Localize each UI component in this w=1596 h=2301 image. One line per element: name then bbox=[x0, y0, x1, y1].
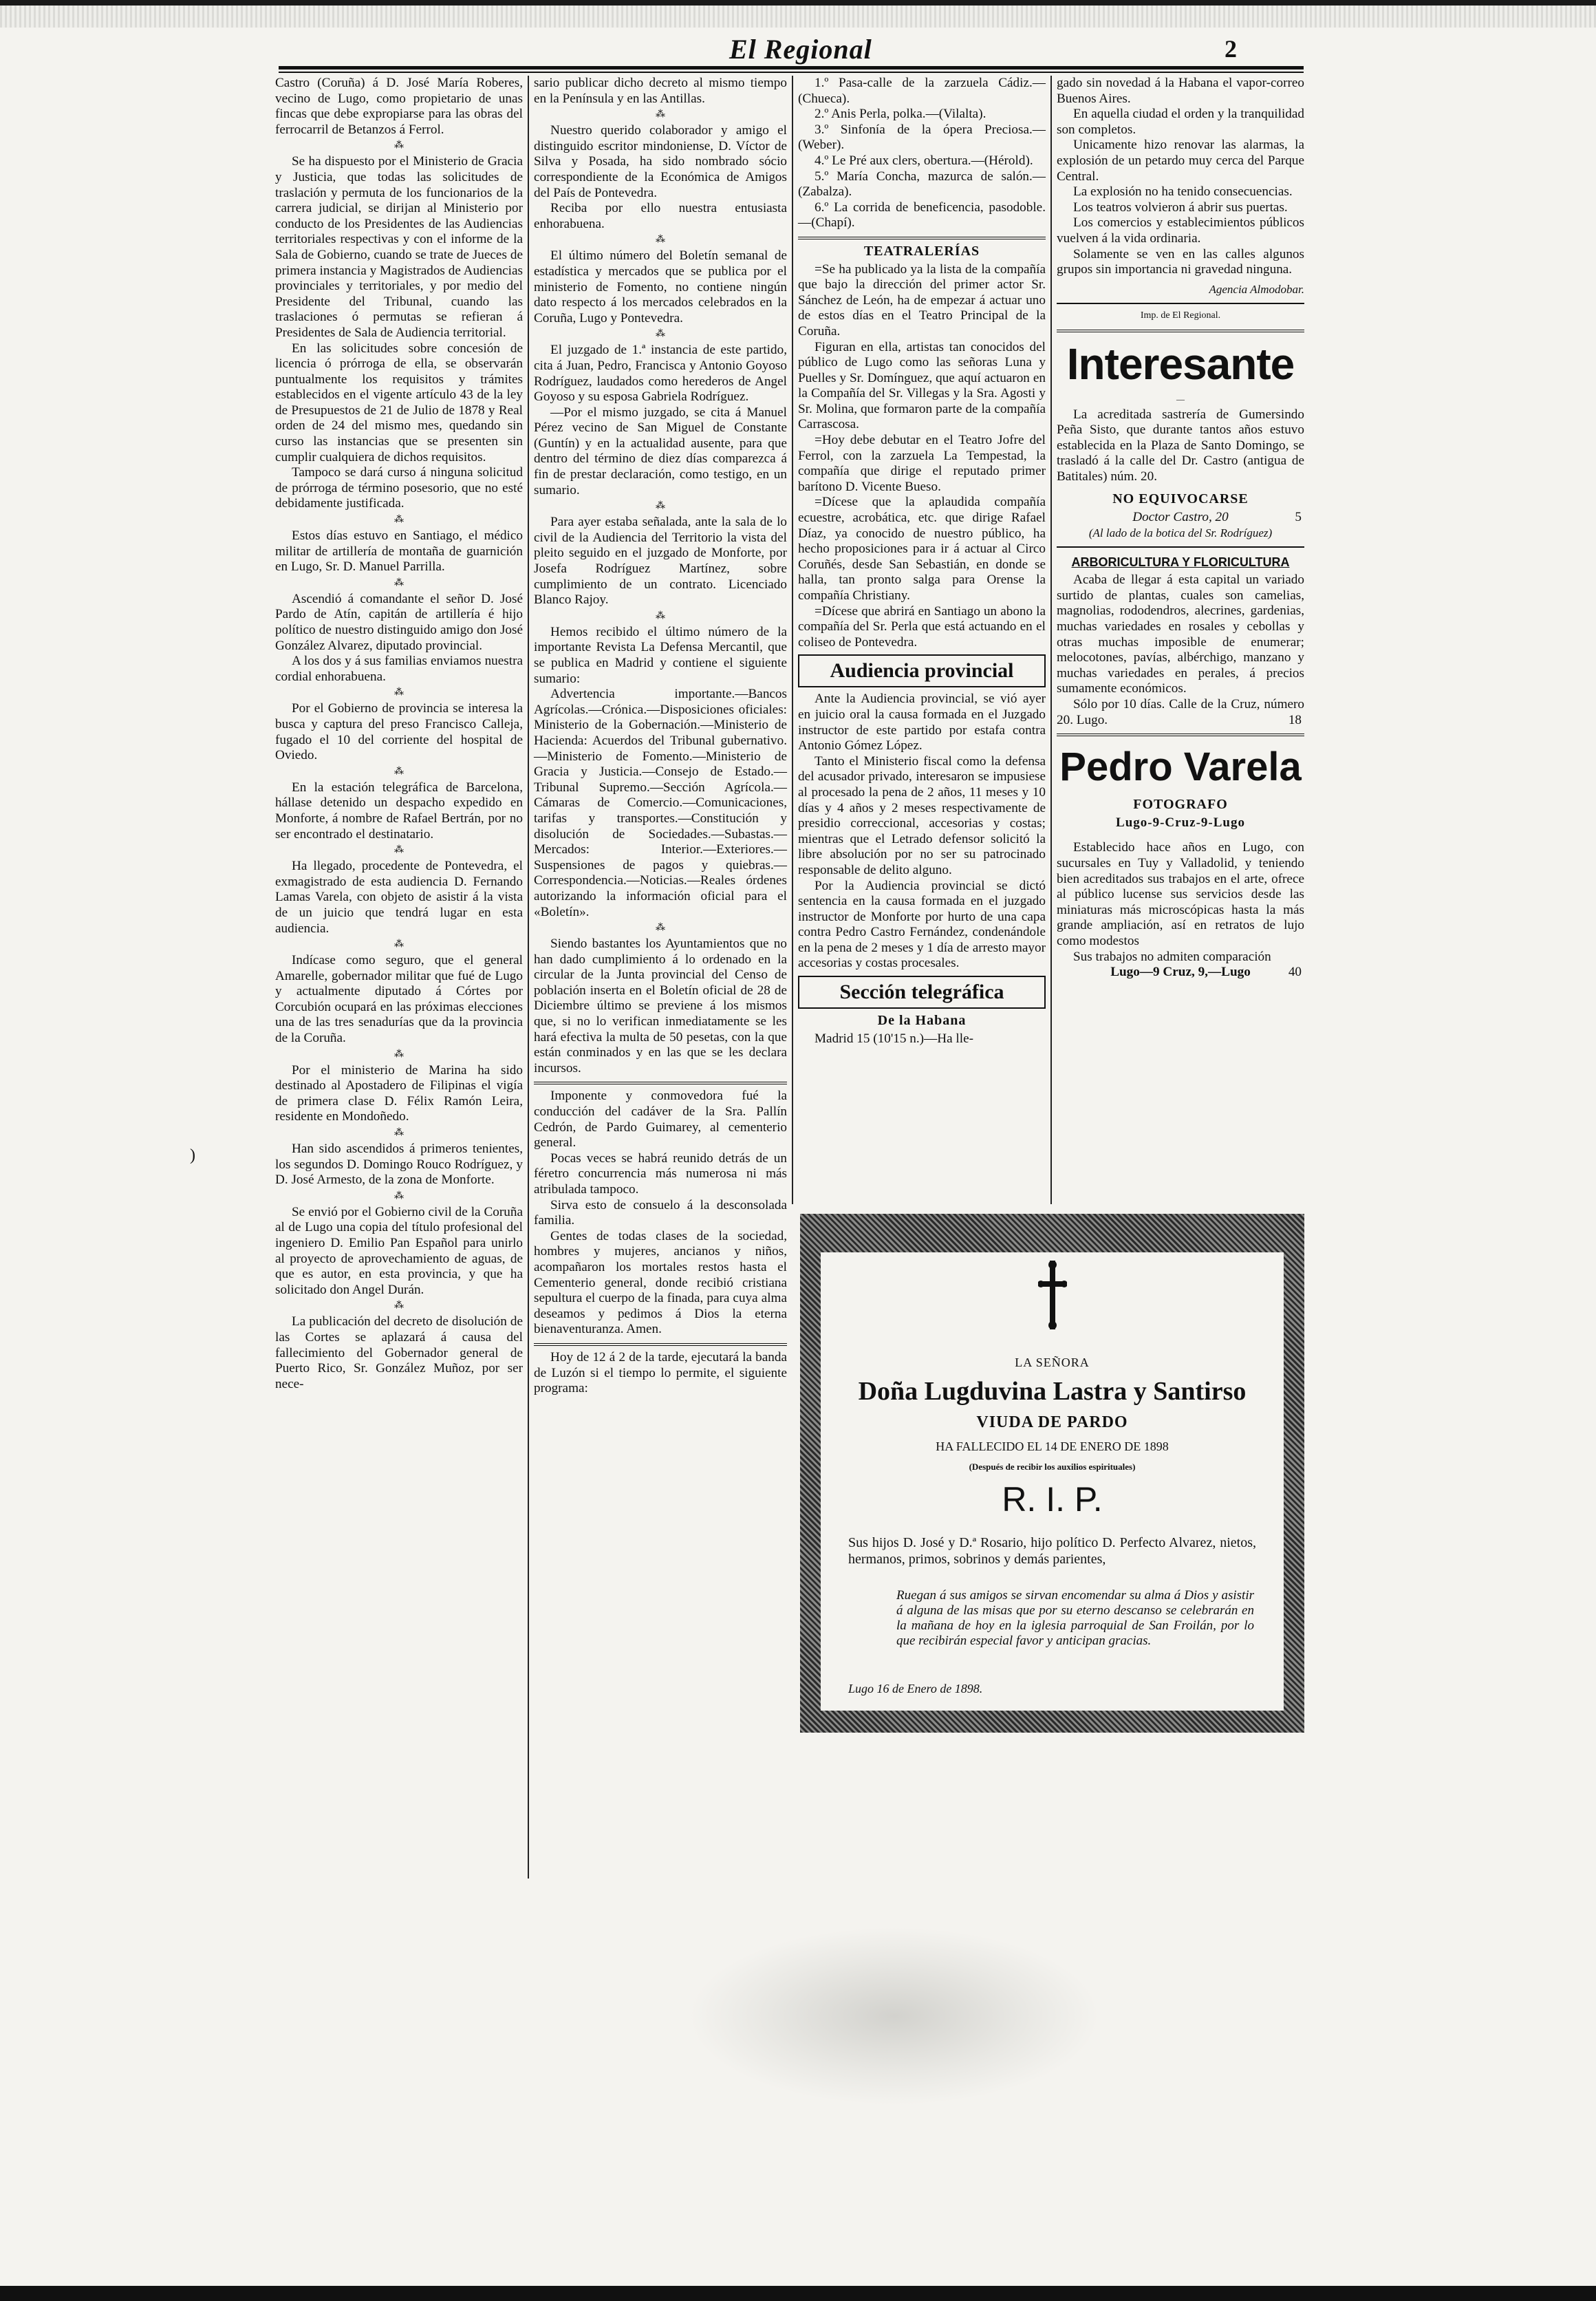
asterism: ⁂ bbox=[656, 610, 665, 621]
page-number: 2 bbox=[1225, 35, 1237, 63]
spacer bbox=[1057, 833, 1304, 840]
news-paragraph: Ascendió á comandante el señor D. José Pardo de Atín, capitán de artillería é hijo político de nuestro distinguido amigo don José González Alvarez, diputado provincial. bbox=[275, 591, 523, 653]
news-paragraph: El último número del Boletín semanal de estadística y mercados que se publica por el ministerio de Fomento, no contiene ningún dato respecto á los mercados celebrados en la Coruña, Lugo y Pontevedra. bbox=[534, 248, 787, 325]
ad-address-text: Doctor Castro, 20 bbox=[1132, 510, 1229, 525]
ad-headline: Interesante bbox=[1066, 339, 1295, 389]
news-paragraph: 5.º María Concha, mazurca de salón.—(Zabalza). bbox=[798, 169, 1046, 200]
section-box-heading: Sección telegráfica bbox=[798, 976, 1046, 1009]
cross-icon bbox=[1038, 1261, 1067, 1329]
news-paragraph: La publicación del decreto de disolución de las Cortes se aplazará á causa del fallecimiento del Gobernador general de Puerto Rico, Sr. González Muñoz, por ser nece- bbox=[275, 1314, 523, 1391]
news-paragraph: Para ayer estaba señalada, ante la sala de lo civil de la Audiencia del Territorio la vista del pleito seguido en el juzgado de Monforte, por Josefa Rodríguez Martínez, sobre cumplimiento de un contrato. Licenciado Blanco Rajoy. bbox=[534, 515, 787, 608]
news-paragraph: Advertencia importante.—Bancos Agrícolas.—Crónica.—Disposiciones oficiales: Ministerio de la Gobernación.—Ministerio de Hacienda: Acuerdos del Tribunal gubernativo.—Ministerio de Fomento.—Ministerio de Gracia y Justicia.—Consejo de Estado.—Tribunal Supremo.—Sección Agrícola.—Cámaras de Comercio.—Comunicaciones, tarifas y transportes.—Constitución y disolución de Sociedades.—Subastas.—Mercados: Interior.—Exteriores.—Suspensiones de pagos y quiebras.—Correspondencia.—Noticias.—Reales órdenes autorizando la información oficial para el «Boletín». bbox=[534, 687, 787, 919]
scan-smudge bbox=[688, 1927, 1101, 2106]
ad-body: Establecido hace años en Lugo, con sucursales en Tuy y Valladolid, y teniendo bien acreditados sus trabajos en el arte, ofrece al público lucense sus servicios desde las miniaturas más microscópicas hasta la más grande ampliación, así en retratos de lujo como modestos bbox=[1057, 840, 1304, 948]
obituary-name: Doña Lugduvina Lastra y Santirso bbox=[858, 1377, 1247, 1406]
rule bbox=[1057, 303, 1304, 304]
ad-headline: ARBORICULTURA Y FLORICULTURA bbox=[1071, 555, 1290, 570]
news-paragraph: Se ha dispuesto por el Ministerio de Gracia y Justicia, que todas las solicitudes de traslación y permuta de los funcionarios de la carrera judicial, se dirijan al Ministerio por conducto de los Presidentes de las Audiencias territoriales respectivas y con el informe de la Sala de Gobierno, cuando se trate de Jueces de primera instancia y Magistrados de Audiencias provinciales y territoriales, y por medio del Presidente del Tribunal, cuando las traslaciones ó permutas se refieran á Presidentes de Sala de Audiencia territorial. bbox=[275, 154, 523, 340]
section-box-heading: Audiencia provincial bbox=[798, 654, 1046, 687]
news-paragraph: Tanto el Ministerio fiscal como la defensa del acusador privado, interesaron se impusiese al procesado la pena de 2 años, 11 meses y 10 días y 4 años y 2 meses respectivamente de presidio correccional, accesorias y costas; mientras que el Letrado defensor solicitó la libre absolución por no ser su patrocinado responsable de delito alguno. bbox=[798, 753, 1046, 877]
column-divider-2 bbox=[792, 76, 793, 1204]
news-paragraph: El juzgado de 1.ª instancia de este partido, cita á Juan, Pedro, Francisca y Antonio Goyoso Rodríguez, laudados como herederos de Angel Goyoso y su esposa Gabriela Rodríguez. bbox=[534, 343, 787, 405]
ad-address bbox=[1057, 510, 1304, 526]
news-paragraph: Pocas veces se habrá reunido detrás de un féretro concurrencia más numerosa ni más atribulada tampoco. bbox=[534, 1150, 787, 1197]
header-rule bbox=[279, 66, 1304, 69]
column-4 bbox=[1057, 76, 1304, 981]
dash: — bbox=[1176, 394, 1185, 404]
obituary-viuda: VIUDA DE PARDO bbox=[976, 1413, 1128, 1431]
obituary-rip: R. I. P. bbox=[1002, 1480, 1103, 1519]
column-divider-1 bbox=[528, 76, 529, 1879]
agency-signature: Agencia Almodobar. bbox=[1209, 282, 1304, 296]
obituary bbox=[821, 1252, 1284, 1711]
news-paragraph: Madrid 15 (10'15 n.)—Ha lle- bbox=[815, 1031, 973, 1046]
asterism: ⁂ bbox=[394, 1128, 404, 1139]
column-divider-3 bbox=[1050, 76, 1052, 1204]
news-paragraph: Indícase como seguro, que el general Amarelle, gobernador militar que fué de Lugo y actualmente diputado á Córtes por Corcubión ocupará en las próximas elecciones una de las tres senadurías que da la provincia de la Coruña. bbox=[275, 953, 523, 1046]
news-paragraph: Gentes de todas clases de la sociedad, hombres y mujeres, ancianos y niños, acompañaron los mortales restos hasta el Cementerio general, donde recibió cristiana sepultura el cuerpo de la finada, para cuya alma deseamos y pedimos á Dios la eterna bienaventuranza. Amen. bbox=[534, 1228, 787, 1337]
margin-mark: ) bbox=[190, 1146, 195, 1164]
news-paragraph: 6.º La corrida de beneficencia, pasodoble.—(Chapí). bbox=[798, 200, 1046, 231]
news-paragraph: =Hoy debe debutar en el Teatro Jofre del Ferrol, con la zarzuela La Tempestad, la compañía que dirige el reputado primer barítono D. Vicente Bueso. bbox=[798, 433, 1046, 494]
news-paragraph: Imponente y conmovedora fué la conducción del cadáver de la Sra. Pallín Cedrón, de Pardo Guimarey, al cementerio general. bbox=[534, 1089, 787, 1150]
ad-interesante bbox=[1057, 336, 1304, 541]
news-paragraph: 2.º Anis Perla, polka.—(Vilalta). bbox=[815, 107, 986, 122]
asterism: ⁂ bbox=[394, 577, 404, 588]
rule bbox=[1057, 734, 1304, 736]
obituary-request: Ruegan á sus amigos se sirvan encomendar su alma á Dios y asistir á alguna de las misas que por su eterno descanso se celebrarán en la mañana de hoy en la iglesia parroquial de San Froilán, por lo que recibirán especial favor y anticipan gracias. bbox=[896, 1588, 1254, 1648]
asterism: ⁂ bbox=[394, 140, 404, 151]
ad-number: 18 bbox=[1288, 712, 1302, 727]
news-paragraph: =Dícese que abrirá en Santiago un abono la compañía del Sr. Perla que está actuando en el coliseo de Pontevedra. bbox=[798, 603, 1046, 650]
obituary-date-death: HA FALLECIDO EL 14 DE ENERO DE 1898 bbox=[936, 1440, 1169, 1453]
news-paragraph: sario publicar dicho decreto al mismo tiempo en la Península y en las Antillas. bbox=[534, 76, 787, 106]
asterism: ⁂ bbox=[394, 515, 404, 526]
news-paragraph: En la estación telegráfica de Barcelona, hállase detenido un despacho expedido en Monforte, á nombre de Rafael Bertrán, por no ser encontrado el destinatario. bbox=[275, 780, 523, 842]
news-paragraph: 3.º Sinfonía de la ópera Preciosa.—(Weber). bbox=[798, 122, 1046, 153]
column-1 bbox=[275, 76, 523, 1392]
rule bbox=[1057, 330, 1304, 332]
asterism: ⁂ bbox=[394, 1301, 404, 1312]
asterism: ⁂ bbox=[656, 109, 665, 120]
news-paragraph: Los teatros volvieron á abrir sus puertas. bbox=[1073, 200, 1288, 215]
news-paragraph: Castro (Coruña) á D. José María Roberes, vecino de Lugo, como propietario de unas fincas que debe expropiarse para las obras del ferrocarril de Betanzos á Ferrol. bbox=[275, 76, 523, 137]
rule bbox=[534, 1343, 787, 1346]
news-paragraph: Ha llegado, procedente de Pontevedra, el exmagistrado de esta audiencia D. Fernando Lamas Varela, con objeto de asistir á la vista de un juicio que tendrá lugar en esta audiencia. bbox=[275, 859, 523, 936]
ad-body-2-text: Sólo por 10 días. Calle de la Cruz, número 20. Lugo. bbox=[1057, 697, 1304, 727]
scan-edge-top bbox=[0, 0, 1596, 6]
news-paragraph: 4.º Le Pré aux clers, obertura.—(Hérold). bbox=[815, 153, 1033, 168]
page-header bbox=[275, 28, 1307, 69]
printer-credit: Imp. de El Regional. bbox=[1140, 310, 1221, 321]
news-paragraph: Se envió por el Gobierno civil de la Coruña al de Lugo una copia del título profesional del ingeniero D. Emilio Pan Español para unirlo al proyecto de aprovechamiento de aguas, de que es autor, en esta provincia, y que ha solicitado don Angel Durán. bbox=[275, 1204, 523, 1297]
news-paragraph: Estos días estuvo en Santiago, el médico militar de artillería de montaña de guarnición en Lugo, Sr. D. Manuel Parrilla. bbox=[275, 528, 523, 575]
ad-number: 40 bbox=[1288, 965, 1302, 980]
obituary-sacraments: (Después de recibir los auxilios espirituales) bbox=[969, 1462, 1136, 1472]
obituary-family: Sus hijos D. José y D.ª Rosario, hijo político D. Perfecto Alvarez, nietos, hermanos, primos, sobrinos y demás parientes, bbox=[848, 1535, 1256, 1567]
ad-slogan: NO EQUIVOCARSE bbox=[1112, 491, 1249, 507]
ad-arboricultura bbox=[1057, 552, 1304, 728]
asterism: ⁂ bbox=[656, 923, 665, 934]
news-paragraph: Tampoco se dará curso á ninguna solicitud de prórroga de término posesorio, que no esté debidamente justificada. bbox=[275, 465, 523, 511]
news-paragraph: Por el Gobierno de provincia se interesa la busca y captura del preso Francisco Calleja, fugado el 10 del corriente del hospital de Oviedo. bbox=[275, 701, 523, 763]
ad-headline: Pedro Varela bbox=[1059, 745, 1302, 790]
ad-subtitle: FOTOGRAFO bbox=[1133, 797, 1228, 813]
rule bbox=[534, 1082, 787, 1084]
asterism: ⁂ bbox=[394, 1049, 404, 1060]
ad-address-2-text: Lugo—9 Cruz, 9,—Lugo bbox=[1110, 965, 1251, 980]
section-heading: TEATRALERÍAS bbox=[863, 243, 980, 259]
news-paragraph: Siendo bastantes los Ayuntamientos que no han dado cumplimiento á lo ordenado en la circular de la Junta provincial del Censo de población inserta en el Boletín oficial de 28 de Diciembre último se previene á los mismos que, si no lo verifican inmediatamente se les hará efectiva la multa de 50 pesetas, con la que están conminados y en las que se les declara incursos. bbox=[534, 937, 787, 1075]
telegram-continuation bbox=[1057, 76, 1304, 278]
news-paragraph: La explosión no ha tenido consecuencias. bbox=[1073, 184, 1293, 200]
news-paragraph: En las solicitudes sobre concesión de licencia ó prórroga de ella, se observarán puntualmente los requisitos y trámites establecidos en el vigente artículo 43 de la ley de Presupuestos de 21 de Julio de 1878 y Real orden de 24 del mismo mes, quedando sin curso las instancias que se presenten sin cumplir cualquiera de dichos requisitos. bbox=[275, 341, 523, 464]
obituary-border bbox=[800, 1214, 1304, 1733]
ad-body: La acreditada sastrería de Gumersindo Peña Sisto, que durante tantos años estuvo establecida en la Plaza de Santo Domingo, se trasladó á la calle del Dr. Castro (antigua de Batitales) núm. 20. bbox=[1057, 407, 1304, 484]
news-paragraph: Hemos recibido el último número de la importante Revista La Defensa Mercantil, que se publica en Madrid y contiene el siguiente sumario: bbox=[534, 624, 787, 686]
news-paragraph: Han sido ascendidos á primeros tenientes, los segundos D. Domingo Rouco Rodríguez, y D. José Armesto, de la zona de Monforte. bbox=[275, 1142, 523, 1188]
newspaper-title: El Regional bbox=[729, 34, 872, 65]
news-paragraph: Figuran en ella, artistas tan conocidos del público de Lugo como las señoras Luna y Puelles y Sr. Domínguez, que aquí actuaron en la Compañía del Sr. Villegas y la Sra. Agosti y Sr. Molina, que formaron parte de la compañía Carrascosa. bbox=[798, 339, 1046, 432]
ad-body-2: Sus trabajos no admiten comparación bbox=[1073, 949, 1271, 964]
section-heading: De la Habana bbox=[877, 1013, 967, 1029]
obituary-date: Lugo 16 de Enero de 1898. bbox=[848, 1682, 983, 1695]
news-paragraph: Unicamente hizo renovar las alarmas, la explosión de un petardo muy cerca del Parque Central. bbox=[1057, 138, 1304, 184]
scan-edge-bottom bbox=[0, 2286, 1596, 2301]
ad-address-2 bbox=[1057, 965, 1304, 981]
news-paragraph: Reciba por ello nuestra entusiasta enhorabuena. bbox=[534, 201, 787, 231]
news-paragraph: Por el ministerio de Marina ha sido destinado al Apostadero de Filipinas el vigía de primera clase D. Félix Ramón Leira, residente en Mondoñedo. bbox=[275, 1062, 523, 1124]
ad-note: (Al lado de la botica del Sr. Rodríguez) bbox=[1088, 526, 1273, 539]
asterism: ⁂ bbox=[394, 766, 404, 777]
news-paragraph: A los dos y á sus familias enviamos nuestra cordial enhorabuena. bbox=[275, 654, 523, 684]
asterism: ⁂ bbox=[394, 1190, 404, 1201]
ad-number: 5 bbox=[1295, 510, 1302, 525]
news-paragraph: =Dícese que la aplaudida compañía ecuestre, acrobática, etc. que dirige Rafael Díaz, ya conocido de nuestro público, ha hecho proposiciones para ir á actuar al Circo Coruñés, desde San Sebastián, en donde se halla, tan pronto salga para Orense la compañía Christiany. bbox=[798, 495, 1046, 603]
asterism: ⁂ bbox=[656, 235, 665, 246]
news-paragraph: Solamente se ven en las calles algunos grupos sin importancia ni gravedad ninguna. bbox=[1057, 246, 1304, 277]
news-paragraph: En aquella ciudad el orden y la tranquilidad son completos. bbox=[1057, 107, 1304, 137]
ad-body: Acaba de llegar á esta capital un variado surtido de plantas, cuales son camelias, magnolias, rododendros, alecrines, gardenias, muchas variedades en rosales y cebollas y otras muchas imposible de enumerar; melocotones, pavías, albérchigo, manzano y muchas variedades en perales, á precios sumamente económicos. bbox=[1057, 572, 1304, 696]
news-paragraph: Nuestro querido colaborador y amigo el distinguido escritor mindoniense, D. Víctor de Silva y Posada, ha sido nombrado sócio correspondiente de la Económica de Amigos del País de Pontevedra. bbox=[534, 123, 787, 200]
column-2 bbox=[534, 76, 787, 1397]
header-rule-thin bbox=[279, 72, 1304, 73]
news-paragraph: gado sin novedad á la Habana el vapor-correo Buenos Aires. bbox=[1057, 76, 1304, 106]
ad-pedro-varela bbox=[1057, 740, 1304, 981]
asterism: ⁂ bbox=[656, 329, 665, 340]
ad-address: Lugo-9-Cruz-9-Lugo bbox=[1116, 815, 1245, 830]
news-paragraph: Sirva esto de consuelo á la desconsolada familia. bbox=[534, 1197, 787, 1228]
news-paragraph: —Por el mismo juzgado, se cita á Manuel Pérez vecino de San Miguel de Constante (Guntín) y en la actualidad ausente, para que dentro del término de diez días comparezca á fin de prestar declaración, como testigo, en un sumario. bbox=[534, 405, 787, 497]
rule bbox=[798, 237, 1046, 239]
news-paragraph: Hoy de 12 á 2 de la tarde, ejecutará la banda de Luzón si el tiempo lo permite, el siguiente programa: bbox=[534, 1349, 787, 1396]
rule bbox=[1057, 546, 1304, 548]
news-paragraph: Por la Audiencia provincial se dictó sentencia en la causa formada en el juzgado instructor de Monforte por hurto de una capa contra Pedro Castro Fernández, condenándole en la pena de 2 meses y 1 día de arresto mayor accesorias y costas procesales. bbox=[798, 878, 1046, 971]
ad-body-2 bbox=[1057, 697, 1304, 728]
column-3 bbox=[798, 76, 1046, 1047]
news-paragraph: Los comercios y establecimientos públicos vuelven á la vida ordinaria. bbox=[1057, 215, 1304, 246]
asterism: ⁂ bbox=[394, 687, 404, 698]
asterism: ⁂ bbox=[394, 845, 404, 856]
news-paragraph: =Se ha publicado ya la lista de la compañía que bajo la dirección del primer actor Sr. Sánchez de León, ha de empezar á actuar uno de estos días en el Teatro Principal de la Coruña. bbox=[798, 261, 1046, 339]
news-paragraph: 1.º Pasa-calle de la zarzuela Cádiz.—(Chueca). bbox=[798, 76, 1046, 106]
asterism: ⁂ bbox=[394, 939, 404, 950]
obituary-intro: LA SEÑORA bbox=[1015, 1356, 1090, 1369]
asterism: ⁂ bbox=[656, 501, 665, 512]
news-paragraph: Ante la Audiencia provincial, se vió ayer en juicio oral la causa formada en el Juzgado instructor de este partido por estafa contra Antonio Gómez López. bbox=[798, 692, 1046, 753]
